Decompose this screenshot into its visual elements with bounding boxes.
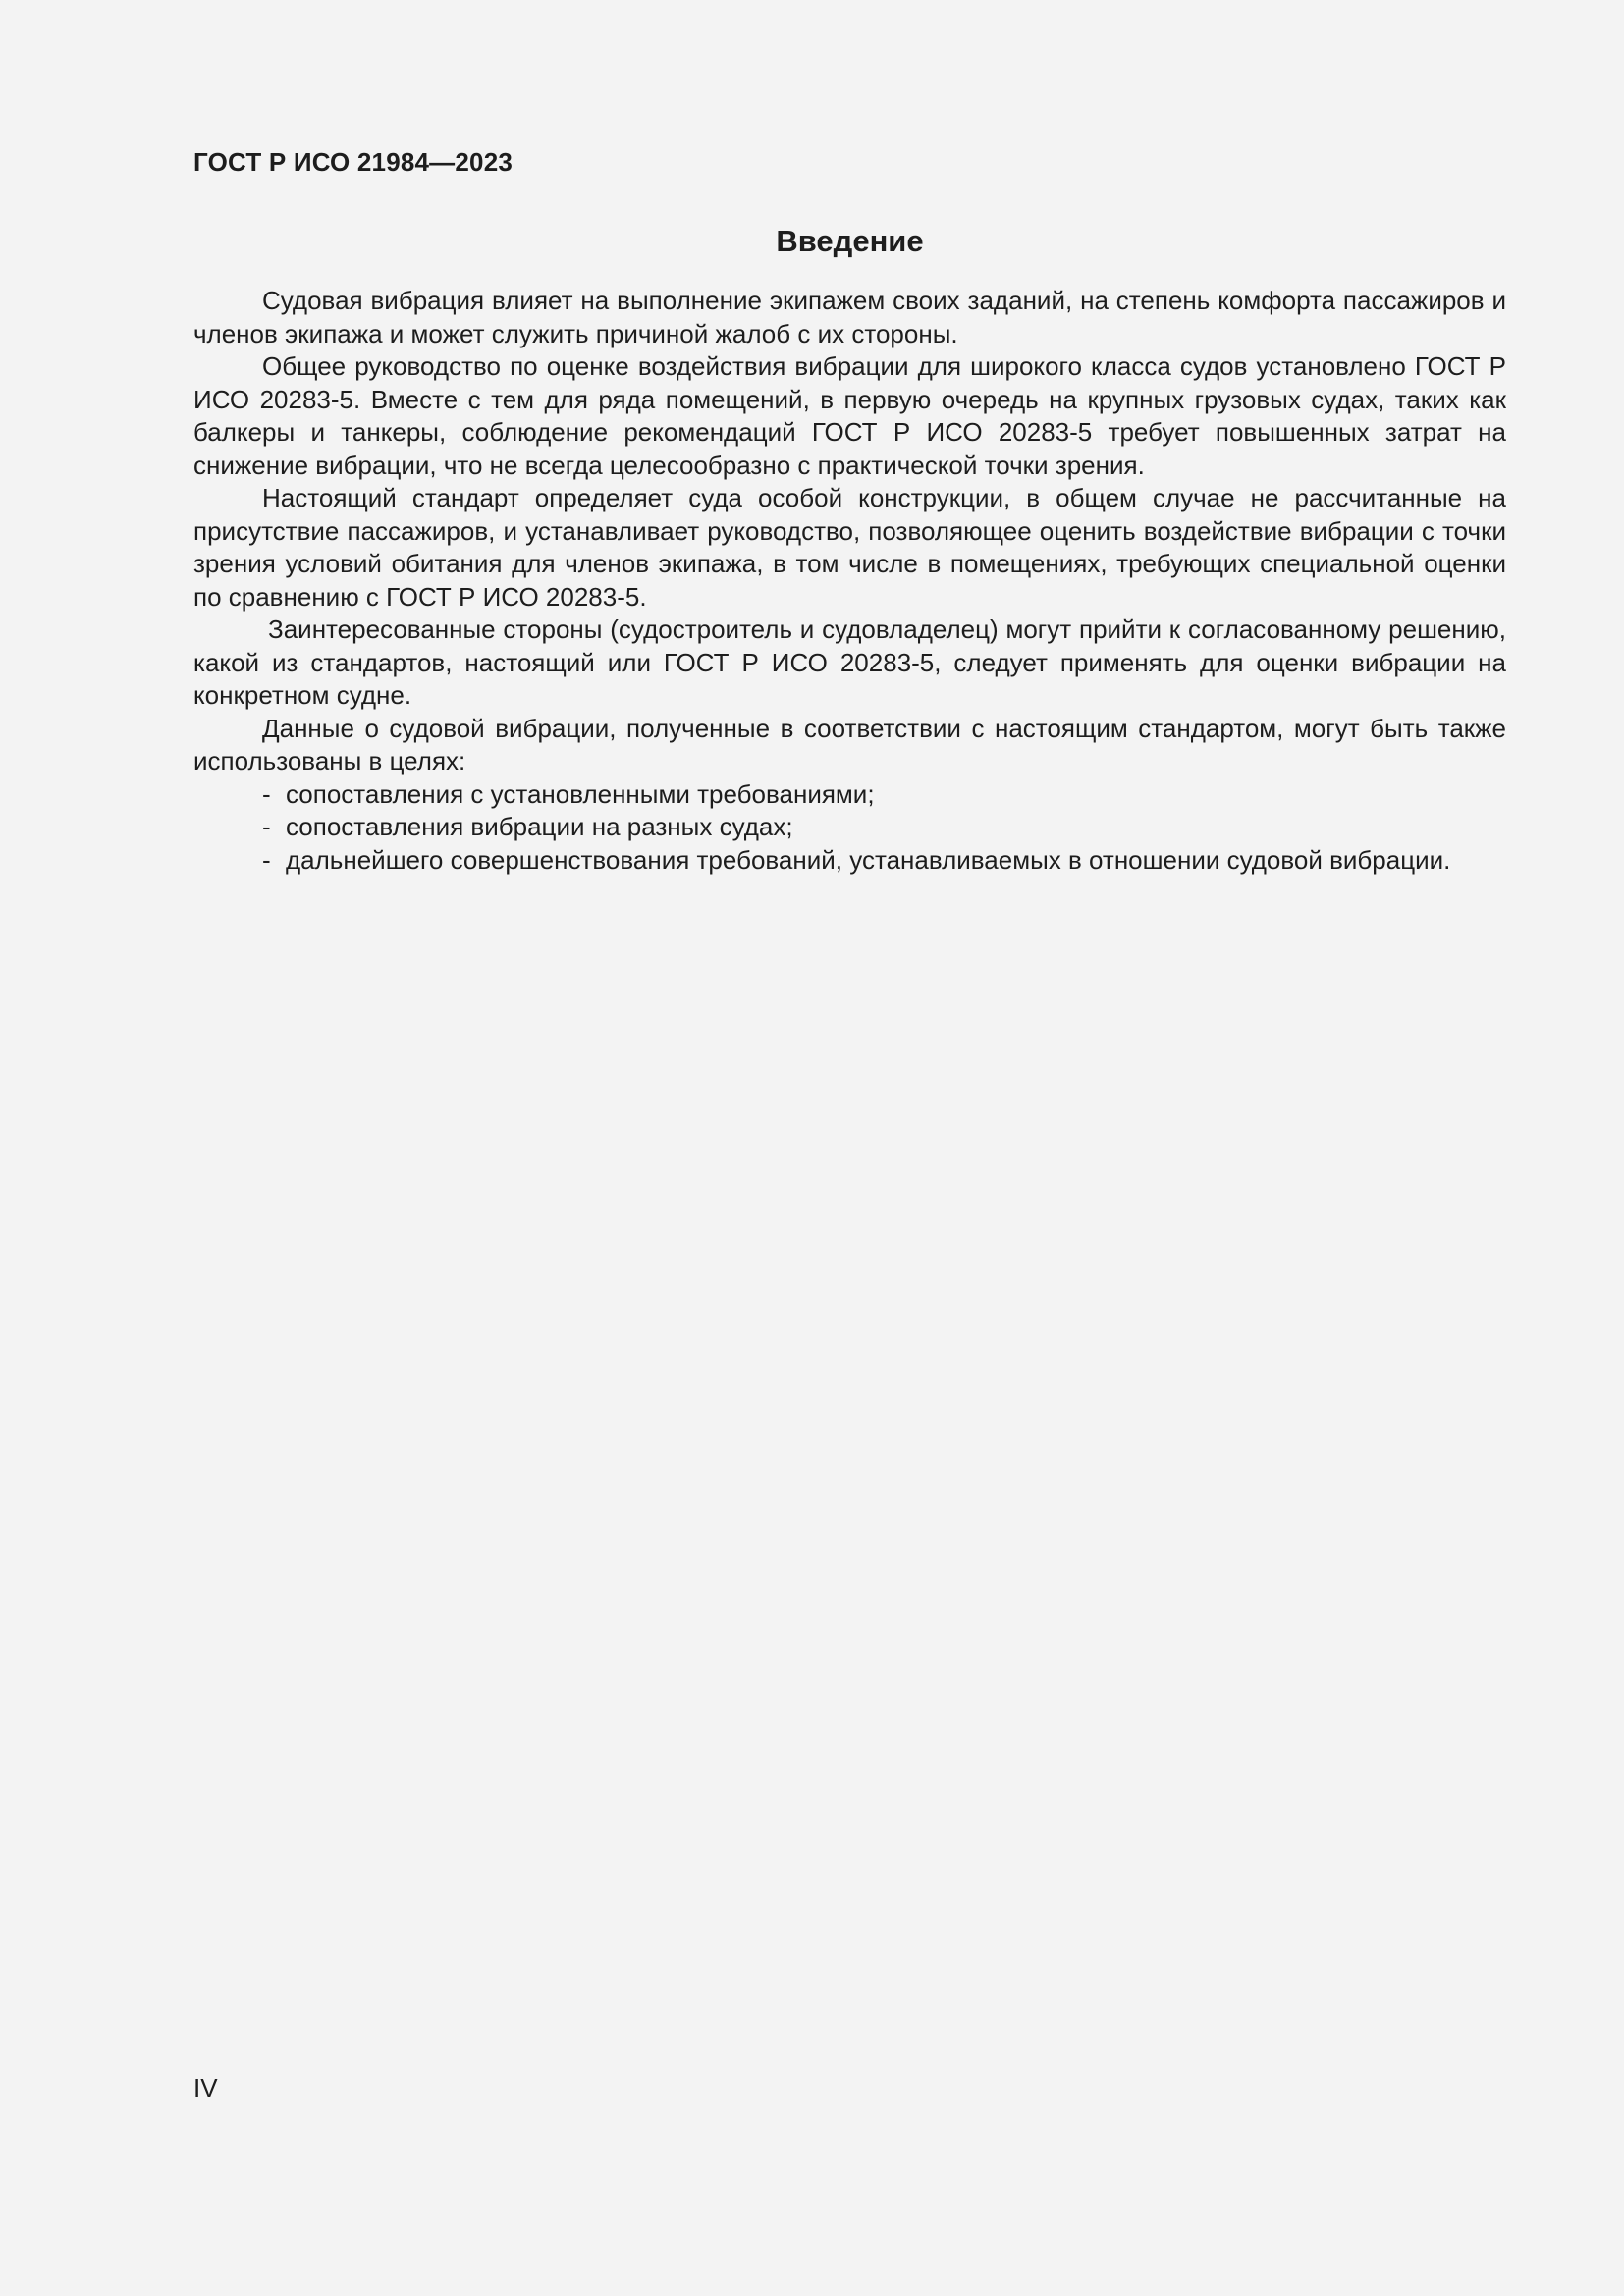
list-item-text: дальнейшего совершенствования требований, устанавливаемых в отношении судовой вибрации. [286, 844, 1451, 875]
page-number: IV [193, 2073, 218, 2103]
list-item-text: сопоставления вибрации на разных судах; [286, 812, 793, 841]
list-item [193, 844, 1506, 878]
paragraph-2: Общее руководство по оценке воздействия вибрации для широкого класса судов установлено ГОСТ Р ИСО 20283-5. Вместе с тем для ряда помещений, в первую очередь на крупных грузовых судах, таких как балкеры и танкеры, соблюдение рекомендаций ГОСТ Р ИСО 20283-5 требует повышенных затрат на снижение вибрации, что не всегда целесообразно с практической точки зрения. [193, 351, 1506, 480]
list-item [193, 811, 1506, 844]
document-header: ГОСТ Р ИСО 21984—2023 [193, 147, 514, 177]
list-item [193, 778, 1506, 812]
list-dash: - [262, 812, 271, 841]
list-item-text: сопоставления с установленными требованиями; [286, 778, 875, 809]
paragraph-3: Настоящий стандарт определяет суда особой конструкции, в общем случае не рассчитанные на присутствие пассажиров, и устанавливает руководство, позволяющее оценить воздействие вибрации с точки зрения условий обитания для членов экипажа, в том числе в помещениях, требующих специальной оценки по сравнению с ГОСТ Р ИСО 20283-5. [193, 483, 1506, 612]
introduction-body [193, 285, 1506, 877]
paragraph-5: Данные о судовой вибрации, полученные в соответствии с настоящим стандартом, могут быть также использованы в целях: [193, 713, 1506, 775]
list-dash: - [262, 844, 271, 875]
paragraph-4: Заинтересованные стороны (судостроитель и судовладелец) могут прийти к согласованному решению, какой из стандартов, настоящий или ГОСТ Р ИСО 20283-5, следует применять для оценки вибрации на конкретном судне. [193, 614, 1506, 710]
section-title: Введение [776, 224, 924, 258]
list-dash: - [262, 778, 271, 809]
paragraph-1: Судовая вибрация влияет на выполнение экипажем своих заданий, на степень комфорта пассажиров и членов экипажа и может служить причиной жалоб с их стороны. [193, 286, 1506, 348]
purpose-list [193, 778, 1506, 878]
